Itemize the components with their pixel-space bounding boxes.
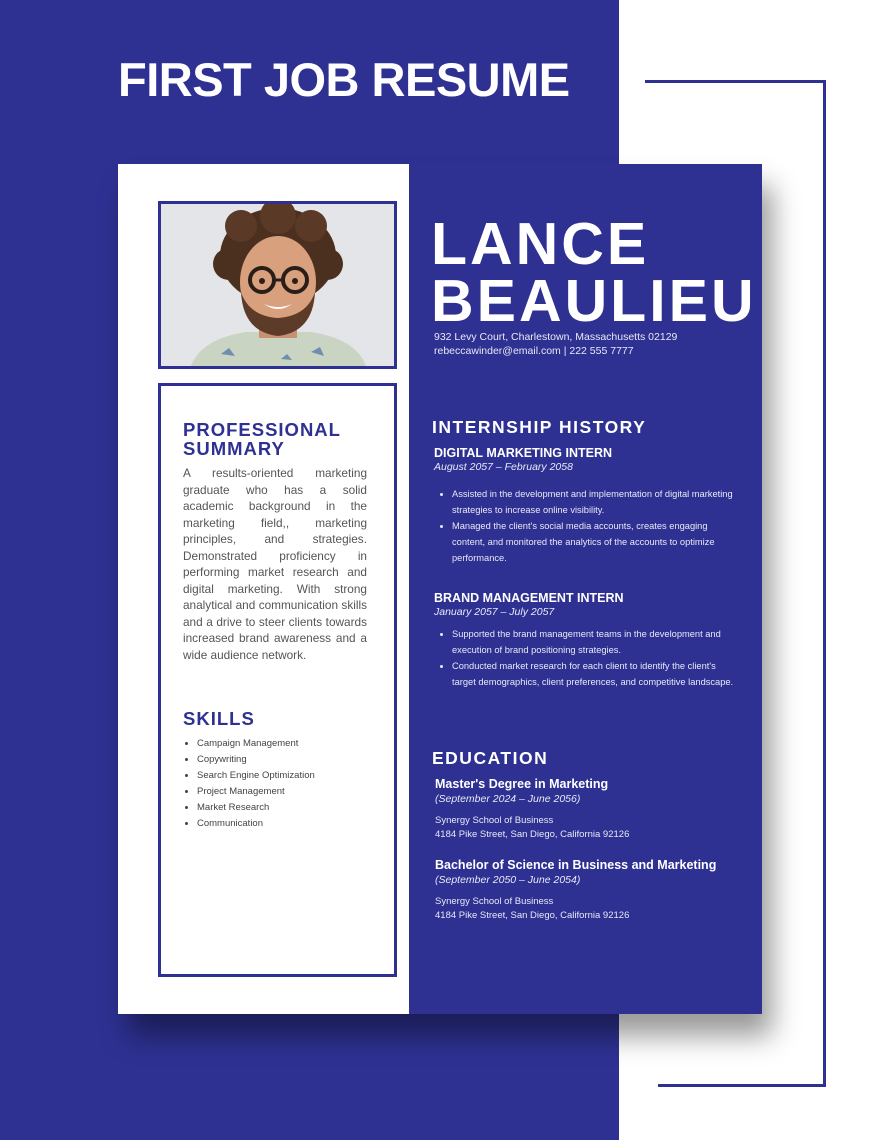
job-bullet: • Assisted in the development and implementation of digital marketing strategies to increase online visibility.	[452, 486, 742, 518]
skills-list	[183, 736, 315, 832]
frame-top-line	[645, 80, 826, 83]
resume-right-column	[409, 164, 762, 1014]
school-address: 4184 Pike Street, San Diego, California 92126	[435, 910, 630, 921]
summary-skills-box	[158, 383, 397, 977]
summary-title-line1: PROFESSIONAL	[183, 419, 341, 440]
school-name: Synergy School of Business	[435, 815, 554, 826]
person-photo-icon	[161, 204, 394, 366]
job-title: BRAND MANAGEMENT INTERN	[434, 591, 624, 605]
summary-title-line2: SUMMARY	[183, 438, 285, 459]
name-last: BEAULIEU	[431, 268, 757, 334]
job-bullet: • Conducted market research for each client to identify the client's target demographics, client preferences, and competitive landscape.	[452, 658, 742, 690]
skill-item: • Copywriting	[197, 752, 315, 768]
job-bullets	[438, 486, 742, 566]
summary-text: A results-oriented marketing graduate who has a solid academic background in the marketing field,, marketing principles, and strategies. Demonstrated proficiency in performing market research and digital marketing. With strong analytical and communication skills and a drive to steer clients towards increased brand awareness and a wide audience network.	[183, 466, 367, 662]
skill-item: • Campaign Management	[197, 736, 315, 752]
job-date: August 2057 – February 2058	[434, 461, 573, 473]
internship-title: INTERNSHIP HISTORY	[432, 417, 647, 437]
degree-date: (September 2024 – June 2056)	[435, 793, 581, 805]
resume-left-column	[118, 164, 409, 1014]
school-address: 4184 Pike Street, San Diego, California 92126	[435, 829, 630, 840]
contact-info	[434, 330, 677, 358]
school-name: Synergy School of Business	[435, 896, 554, 907]
job-bullet: • Supported the brand management teams in the development and execution of brand positioning strategies.	[452, 626, 742, 658]
contact-email-phone: rebeccawinder@email.com | 222 555 7777	[434, 345, 634, 357]
resume-card	[118, 164, 762, 1014]
frame-right-line	[823, 80, 826, 1087]
job-date: January 2057 – July 2057	[434, 606, 555, 618]
skill-item: • Search Engine Optimization	[197, 768, 315, 784]
degree-title: Bachelor of Science in Business and Marketing	[435, 858, 717, 872]
candidate-name	[431, 211, 757, 334]
name-first: LANCE	[431, 211, 650, 277]
skill-item: • Project Management	[197, 784, 315, 800]
education-title: EDUCATION	[432, 748, 549, 768]
job-bullets	[438, 626, 742, 690]
degree-title: Master's Degree in Marketing	[435, 777, 609, 791]
summary-title	[183, 420, 341, 458]
job-bullet: • Managed the client's social media accounts, creates engaging content, and monitored the analytics of the accounts to optimize performance.	[452, 518, 742, 566]
skill-item: • Market Research	[197, 800, 315, 816]
contact-address: 932 Levy Court, Charlestown, Massachusetts 02129	[434, 331, 678, 343]
degree-school	[435, 814, 629, 842]
skill-item: • Communication	[197, 816, 315, 832]
frame-bottom-line	[658, 1084, 826, 1087]
job-title: DIGITAL MARKETING INTERN	[434, 446, 613, 460]
degree-date: (September 2050 – June 2054)	[435, 874, 581, 886]
degree-school	[435, 895, 629, 923]
profile-photo	[158, 201, 397, 369]
skills-title: SKILLS	[183, 708, 255, 729]
banner-title: FIRST JOB RESUME	[118, 53, 570, 106]
